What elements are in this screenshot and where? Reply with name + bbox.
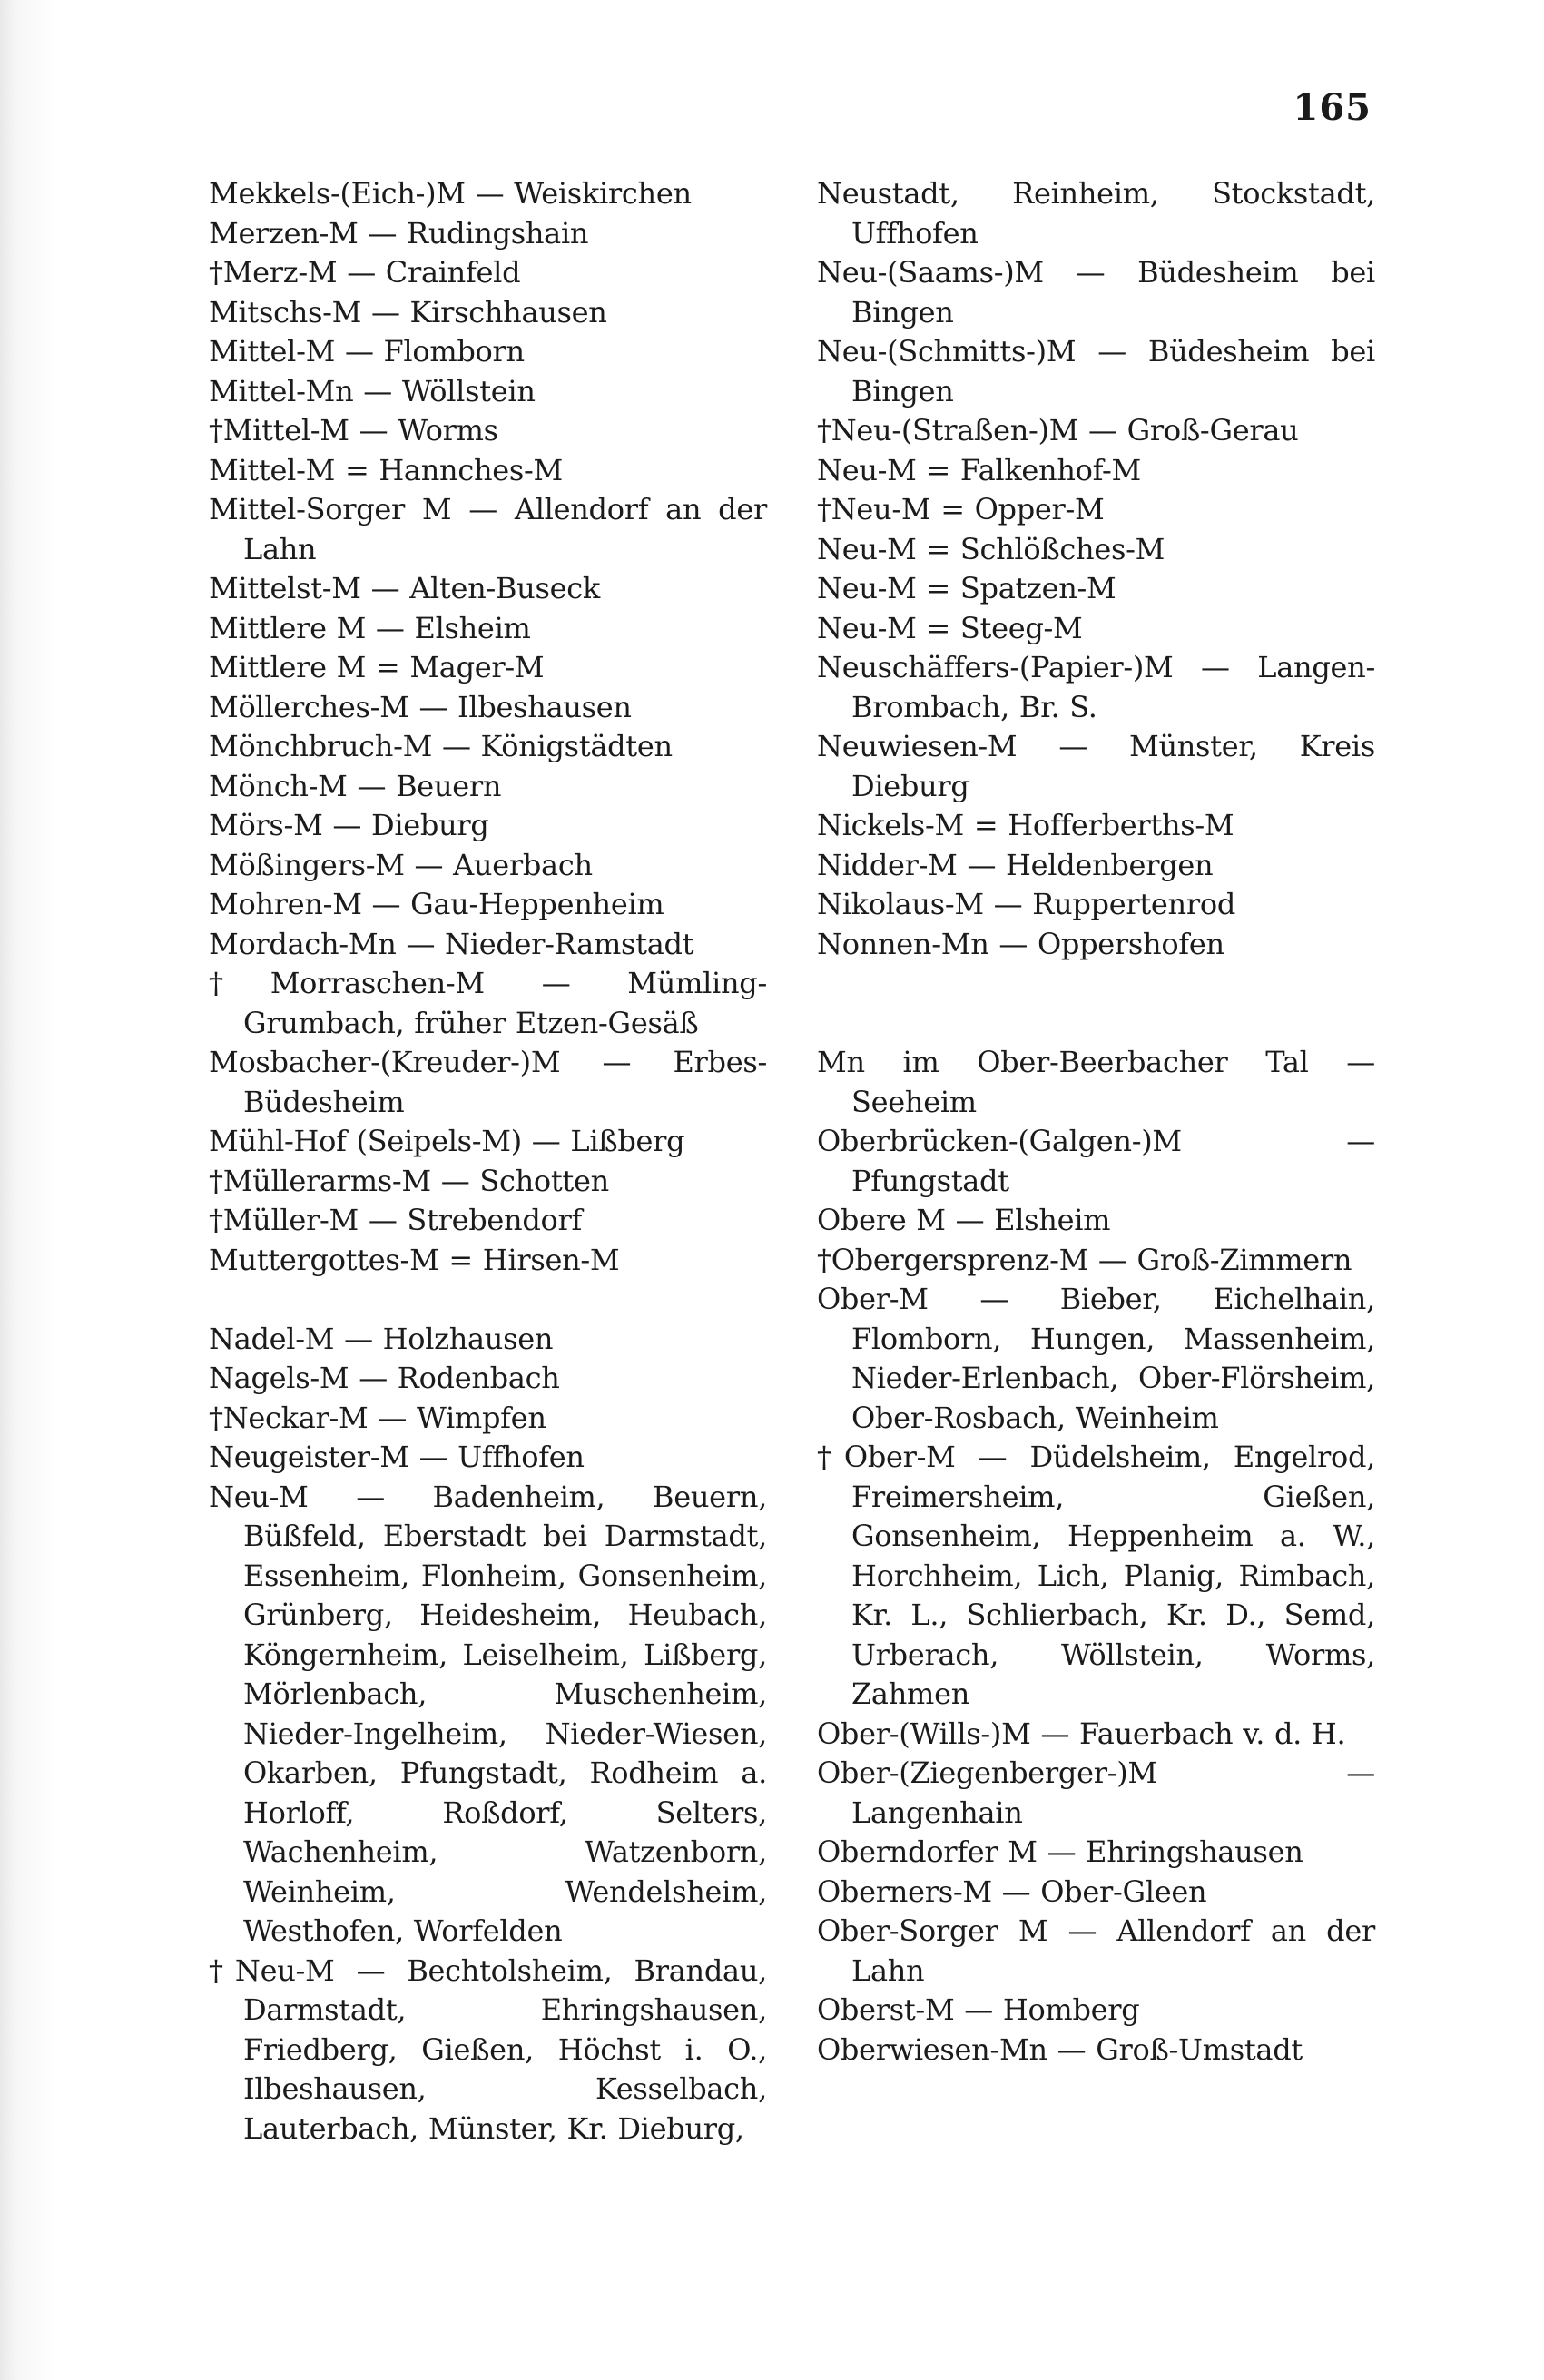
entry: †Müller-M — Strebendorf: [209, 1203, 583, 1237]
entry: Neuwiesen-M — Münster, Kreis Dieburg: [817, 729, 1375, 803]
entry: Mößingers-M — Auerbach: [209, 847, 593, 882]
entry: Neu-(Schmitts-)M — Büdesheim bei Bingen: [817, 334, 1375, 408]
entry: Mohren-M — Gau-Heppenheim: [209, 887, 664, 921]
entry: †Neckar-M — Wimpfen: [209, 1400, 546, 1435]
entry: Neu-M = Falkenhof-M: [817, 452, 1142, 487]
entry: Ober-(Wills-)M — Fauerbach v. d. H.: [817, 1716, 1346, 1751]
entry: †Obergersprenz-M — Groß-Zimmern: [817, 1242, 1352, 1277]
entry: Neuschäffers-(Papier-)M — Langen-Brombach, Br. S.: [817, 650, 1375, 724]
entry: †Ober-M — Düdelsheim, Engelrod, Freimersheim, Gießen, Gonsenheim, Heppenheim a. W., Horchheim, Lich, Planig, Rimbach, Kr. L., Schlierbach, Kr. D., Semd, Urberach, Wöllstein, Worms, Zahmen: [817, 1440, 1375, 1711]
entry: Neu-(Saams-)M — Büdesheim bei Bingen: [817, 255, 1375, 329]
entry: Nonnen-Mn — Oppershofen: [817, 926, 1224, 961]
entry: Mönch-M — Beuern: [209, 768, 502, 803]
entry: Möllerches-M — Ilbeshausen: [209, 689, 632, 724]
entry: Neustadt, Reinheim, Stockstadt, Uffhofen: [817, 176, 1375, 251]
entry: Mn im Ober-Beerbacher Tal — Seeheim: [817, 1045, 1375, 1119]
entry: Neu-M = Steeg-M: [817, 610, 1083, 645]
entry: Nidder-M — Heldenbergen: [817, 847, 1214, 882]
entry: Oberbrücken-(Galgen-)M — Pfungstadt: [817, 1124, 1375, 1198]
entry: Mittel-M — Flomborn: [209, 334, 525, 369]
entry: Mittelst-M — Alten-Buseck: [209, 571, 600, 605]
entry: Neu-M — Badenheim, Beuern, Büßfeld, Eberstadt bei Darmstadt, Essenheim, Flonheim, Gonsenheim, Grünberg, Heidesheim, Heubach, Köngernheim, Leiselheim, Lißberg, Mörlenbach, Muschenheim, Nieder-Ingelheim, Nieder-Wiesen, Okarben, Pfungstadt, Rodheim a. Horloff, Roßdorf, Selters, Wachenheim, Watzenborn, Weinheim, Wendelsheim, Westhofen, Worfelden: [209, 1479, 767, 1948]
entry: Muttergottes-M = Hirsen-M: [209, 1242, 620, 1277]
entry: †Müllerarms-M — Schotten: [209, 1163, 609, 1198]
entry: Mittlere M = Mager-M: [209, 650, 545, 684]
section-gap: [209, 1280, 767, 1320]
entry: Mühl-Hof (Seipels-M) — Lißberg: [209, 1124, 685, 1158]
entry: Ober-(Ziegenberger-)M — Langenhain: [817, 1755, 1375, 1830]
entry: Nickels-M = Hofferberths-M: [817, 808, 1234, 842]
entry: Mittel-Mn — Wöllstein: [209, 373, 536, 408]
entry: Nadel-M — Holzhausen: [209, 1321, 554, 1356]
entry: Mörs-M — Dieburg: [209, 808, 489, 842]
entry: Neu-M = Spatzen-M: [817, 571, 1116, 605]
entry: Oberndorfer M — Ehringshausen: [817, 1834, 1303, 1869]
entry: Mosbacher-(Kreuder-)M — Erbes-Büdesheim: [209, 1045, 767, 1119]
entry: Mittlere M — Elsheim: [209, 610, 531, 645]
entry: Mordach-Mn — Nieder-Ramstadt: [209, 926, 694, 961]
entry: Nikolaus-M — Ruppertenrod: [817, 887, 1236, 921]
entry: Nagels-M — Rodenbach: [209, 1361, 560, 1395]
section-gap: [817, 1004, 1375, 1044]
right-column: [817, 174, 1375, 2070]
entry: Mittel-Sorger M — Allendorf an der Lahn: [209, 492, 767, 566]
entry: Merzen-M — Rudingshain: [209, 215, 589, 251]
entry: Mekkels-(Eich-)M — Weiskirchen: [209, 176, 692, 211]
entry: †Neu-M = Opper-M: [817, 492, 1105, 526]
entry: †Merz-M — Crainfeld: [209, 255, 521, 290]
entry: Ober-M — Bieber, Eichelhain, Flomborn, Hungen, Massenheim, Nieder-Erlenbach, Ober-Flörsheim, Ober-Rosbach, Weinheim: [817, 1282, 1375, 1435]
entry: †Neu-M — Bechtolsheim, Brandau, Darmstadt, Ehringshausen, Friedberg, Gießen, Höchst i. O., Ilbeshausen, Kesselbach, Lauterbach, Münster, Kr. Dieburg,: [209, 1952, 767, 2146]
entry: Oberwiesen-Mn — Groß-Umstadt: [817, 2031, 1303, 2067]
entry: Mönchbruch-M — Königstädten: [209, 729, 673, 763]
entry: Oberst-M — Homberg: [817, 1992, 1140, 2027]
entry: Ober-Sorger M — Allendorf an der Lahn: [817, 1913, 1375, 1988]
entry: †Neu-(Straßen-)M — Groß-Gerau: [817, 413, 1299, 447]
entry: †Mittel-M — Worms: [209, 413, 498, 447]
entry: Mittel-M = Hannches-M: [209, 452, 563, 487]
entry: Oberners-M — Ober-Gleen: [817, 1874, 1207, 1909]
entry: †Morraschen-M — Mümling-Grumbach, früher Etzen-Gesäß: [209, 966, 767, 1040]
entry: Obere M — Elsheim: [817, 1203, 1111, 1237]
left-column: [209, 174, 767, 2149]
page-number: 165: [1293, 86, 1372, 129]
entry: Mitschs-M — Kirschhausen: [209, 294, 607, 329]
section-gap: [817, 964, 1375, 1004]
entry: Neugeister-M — Uffhofen: [209, 1440, 585, 1474]
entry: Neu-M = Schlößches-M: [817, 531, 1165, 566]
